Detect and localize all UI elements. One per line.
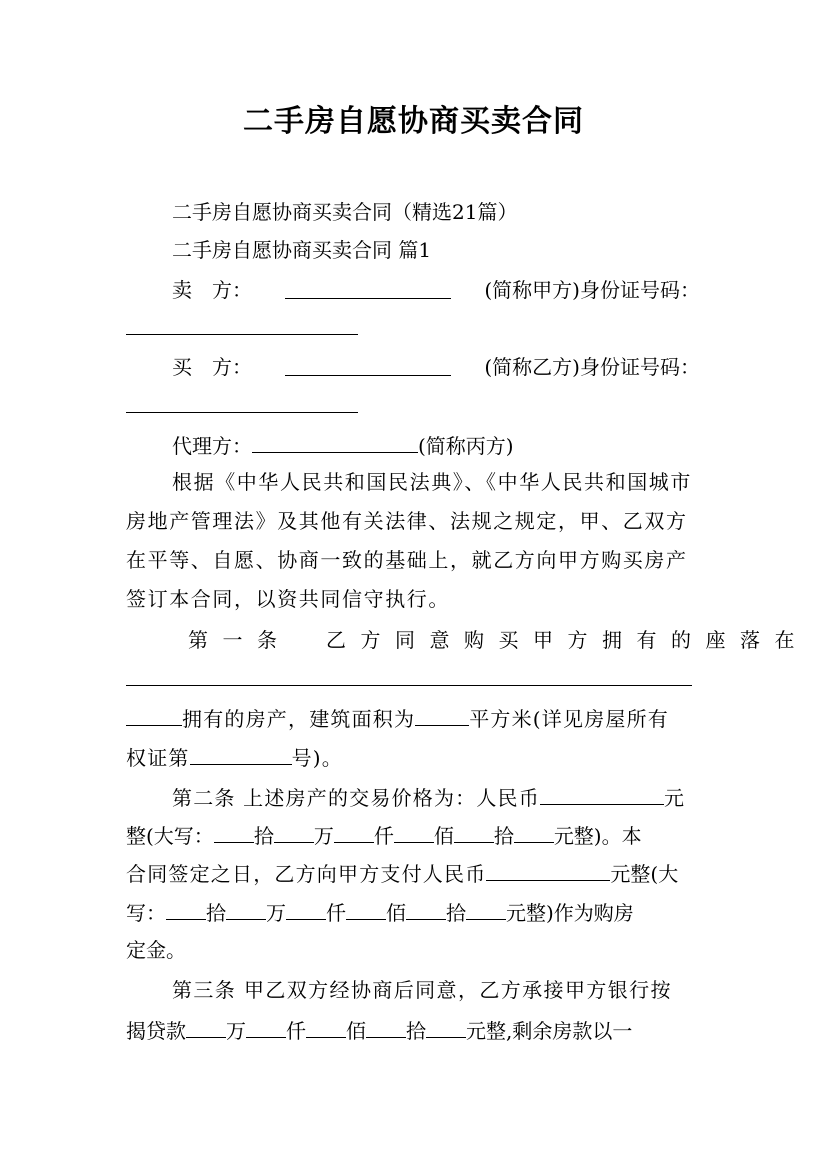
article1-text-4b: 号)。	[291, 746, 344, 770]
article2-text-4a: 写：	[126, 901, 166, 925]
article2-text-4-end: 元整)作为购房	[506, 901, 634, 925]
agent-name-blank	[252, 430, 418, 453]
article3-text-2a: 揭贷款	[126, 1019, 186, 1043]
article2-price-blank	[540, 782, 664, 805]
w-shi-4: 拾	[446, 901, 466, 925]
article2-text-1a: 第二条 上述房产的交易价格为：人民币	[172, 786, 540, 810]
intro-line-2	[126, 507, 700, 535]
w-shi-3: 拾	[206, 901, 226, 925]
blank-wan	[274, 820, 314, 843]
w-qian-1: 仟	[373, 824, 394, 848]
seller-note: (简称甲方)身份证号码：	[484, 278, 700, 302]
document-title: 二手房自愿协商买卖合同	[243, 104, 584, 139]
article1-line-4	[126, 742, 343, 772]
article2-text-3b: 元整(大	[610, 862, 679, 886]
blank-shi-wan-2	[166, 897, 206, 920]
article2-deposit-blank	[486, 858, 610, 881]
blank-loan-yuan	[426, 1015, 466, 1038]
section-heading: 二手房自愿协商买卖合同 篇1	[172, 238, 432, 262]
article2-text-1b: 元	[663, 786, 684, 810]
article1-text-3b: 平方米(详见房屋所有	[469, 707, 670, 731]
w-qian-3: 仟	[286, 1019, 306, 1043]
article2-line-3	[126, 858, 678, 888]
blank-shi	[454, 820, 494, 843]
blank-qian	[334, 820, 374, 843]
intro-text-1: 根据《中华人民共和国民法典》、《中华人民共和国城市	[172, 470, 692, 494]
article2-text-2-end: 元整)。本	[553, 824, 642, 848]
blank-loan-shi	[366, 1015, 406, 1038]
blank-shi-2	[406, 897, 446, 920]
blank-loan-bai	[306, 1015, 346, 1038]
agent-note: (简称丙方)	[418, 434, 514, 458]
intro-text-3: 在平等、自愿、协商一致的基础上，就乙方向甲方购买房产	[126, 548, 688, 572]
intro-line-4: 签订本合同，以资共同信守执行。	[126, 587, 450, 611]
article2-text-3a: 合同签定之日，乙方向甲方支付人民币	[126, 862, 487, 886]
w-shi-2: 拾	[493, 824, 514, 848]
buyer-label: 买 方：	[172, 355, 252, 379]
intro-line-1	[172, 468, 700, 496]
document-subtitle: 二手房自愿协商买卖合同（精选21篇）	[172, 200, 518, 224]
agent-line	[172, 430, 514, 460]
article1-line-1: 第一条 乙方同意购买甲方拥有的座落在	[188, 628, 809, 652]
article1-area-blank	[415, 703, 469, 726]
w-shi-5: 拾	[406, 1019, 426, 1043]
article2-line-4	[126, 897, 634, 927]
seller-label: 卖 方：	[172, 278, 252, 302]
article3-text-1: 第三条 甲乙双方经协商后同意，乙方承接甲方银行按	[172, 978, 672, 1002]
article1-location-blank	[126, 685, 692, 686]
article3-text-2-end: 元整,剩余房款以一	[466, 1019, 633, 1043]
w-wan-2: 万	[266, 901, 286, 925]
intro-text-2: 房地产管理法》及其他有关法律、法规之规定，甲、乙双方	[126, 509, 688, 533]
w-qian-2: 仟	[326, 901, 346, 925]
article3-line-1	[172, 976, 700, 1004]
article2-line-2	[126, 820, 642, 850]
article1-owner-blank	[126, 703, 182, 726]
w-bai-3: 佰	[346, 1019, 366, 1043]
seller-name-blank	[285, 276, 451, 299]
blank-shi-wan	[214, 820, 254, 843]
article1-cert-blank	[190, 742, 292, 765]
blank-loan-qian	[246, 1015, 286, 1038]
intro-line-3	[126, 546, 700, 574]
w-wan-1: 万	[313, 824, 334, 848]
blank-qian-2	[286, 897, 326, 920]
w-wan-3: 万	[226, 1019, 246, 1043]
w-bai-2: 佰	[386, 901, 406, 925]
blank-wan-2	[226, 897, 266, 920]
agent-label: 代理方：	[172, 434, 252, 458]
w-shi-1: 拾	[253, 824, 274, 848]
seller-id-blank	[126, 334, 358, 335]
article3-line-2	[126, 1015, 632, 1045]
article1-text-4a: 权证第	[126, 746, 190, 770]
seller-line	[172, 276, 700, 304]
buyer-line	[172, 353, 700, 381]
article2-text-2a: 整(大写：	[126, 824, 214, 848]
article2-line-5: 定金。	[126, 938, 186, 962]
blank-loan-wan	[186, 1015, 226, 1038]
article1-text-3a: 拥有的房产，建筑面积为	[182, 707, 416, 731]
article1-line-3	[126, 703, 669, 733]
article2-line-1	[172, 782, 684, 812]
blank-bai-2	[346, 897, 386, 920]
buyer-id-blank	[126, 412, 358, 413]
blank-yuan	[514, 820, 554, 843]
blank-yuan-2	[466, 897, 506, 920]
w-bai-1: 佰	[433, 824, 454, 848]
blank-bai	[394, 820, 434, 843]
buyer-name-blank	[285, 353, 451, 376]
buyer-note: (简称乙方)身份证号码：	[484, 355, 700, 379]
